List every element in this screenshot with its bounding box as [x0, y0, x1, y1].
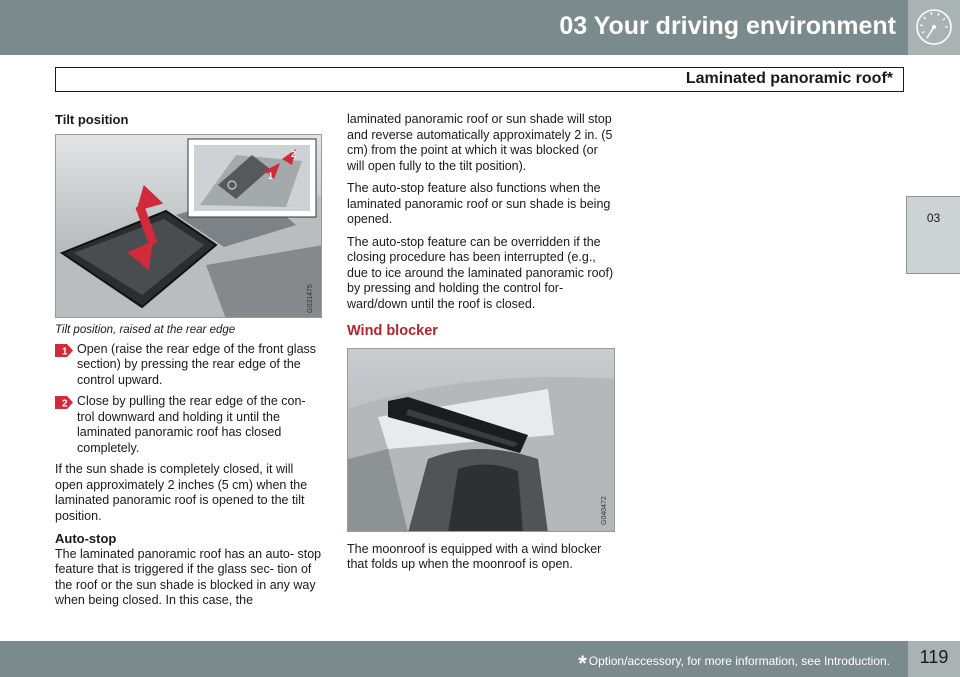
svg-text:2: 2 — [291, 149, 297, 159]
figure-code: G040472 — [601, 495, 608, 525]
footer-note-text: Option/accessory, for more information, see Introduction. — [588, 654, 890, 668]
section-title: Laminated panoramic roof* — [685, 70, 893, 87]
tilt-position-heading: Tilt position — [55, 112, 129, 127]
step-2 — [55, 394, 322, 456]
step-number-2-icon — [55, 396, 73, 409]
page-footer — [0, 641, 960, 677]
page-number-box — [908, 641, 960, 677]
figure-code: G031475 — [307, 284, 314, 313]
figure-caption: Tilt position, raised at the rear edge — [55, 324, 236, 336]
auto-stop-heading: Auto-stop — [55, 531, 117, 546]
wind-blocker-heading: Wind blocker — [347, 323, 438, 339]
auto-stop-opening: The auto-stop feature also functions when the laminated panoramic roof or sun shade is being opened. — [347, 181, 611, 226]
wind-blocker-figure — [347, 348, 615, 532]
svg-text:1: 1 — [62, 346, 68, 357]
tilt-position-figure — [55, 134, 322, 318]
wind-blocker-illustration — [348, 349, 615, 532]
gauge-box — [908, 0, 960, 55]
step-1 — [55, 342, 322, 389]
step-2-text: Close by pulling the rear edge of the con- trol downward and holding it until the laminated panoramic roof has closed completely. — [77, 394, 306, 455]
right-column — [347, 112, 615, 580]
page-number: 119 — [919, 647, 949, 667]
chapter-header — [0, 0, 960, 55]
footer-asterisk: * — [578, 651, 587, 676]
auto-stop-override: The auto-stop feature can be overridden if the closing procedure has been interrupted (e.g., due to ice around the laminated panoramic roof) by pressing and holding the control for- ward/down until the roof is closed. — [347, 234, 614, 311]
step-1-text: Open (raise the rear edge of the front glass section) by pressing the rear edge of the control upward. — [77, 341, 317, 387]
step-number-1-icon — [55, 344, 73, 357]
section-title-bar — [55, 67, 904, 92]
wind-blocker-paragraph: The moonroof is equipped with a wind blocker that folds up when the moonroof is open. — [347, 541, 602, 571]
left-column — [55, 112, 322, 616]
auto-stop-block — [55, 531, 322, 609]
auto-stop-text: The laminated panoramic roof has an auto- stop feature that is triggered if the glass sec- tion of the roof or the sun shade is blocked in any way when being closed. In this case, the — [55, 546, 322, 607]
panoramic-roof-tilt-illustration — [56, 135, 322, 318]
svg-text:1: 1 — [268, 171, 274, 181]
svg-text:2: 2 — [62, 398, 68, 409]
chapter-title: 03 Your driving environment — [559, 12, 896, 40]
sun-shade-paragraph: If the sun shade is completely closed, it will open approximately 2 inches (5 cm) when the laminated panoramic roof is opened to the tilt position. — [55, 462, 308, 523]
chapter-side-tab[interactable] — [906, 196, 960, 274]
auto-stop-continued: laminated panoramic roof or sun shade will stop and reverse automatically approximately 2 in. (5 cm) from the point at which it was blocked (or will open fully to the tilt position). — [347, 112, 613, 173]
speedometer-icon — [914, 7, 954, 47]
chapter-tab-label: 03 — [926, 211, 941, 225]
footer-note — [578, 651, 890, 677]
